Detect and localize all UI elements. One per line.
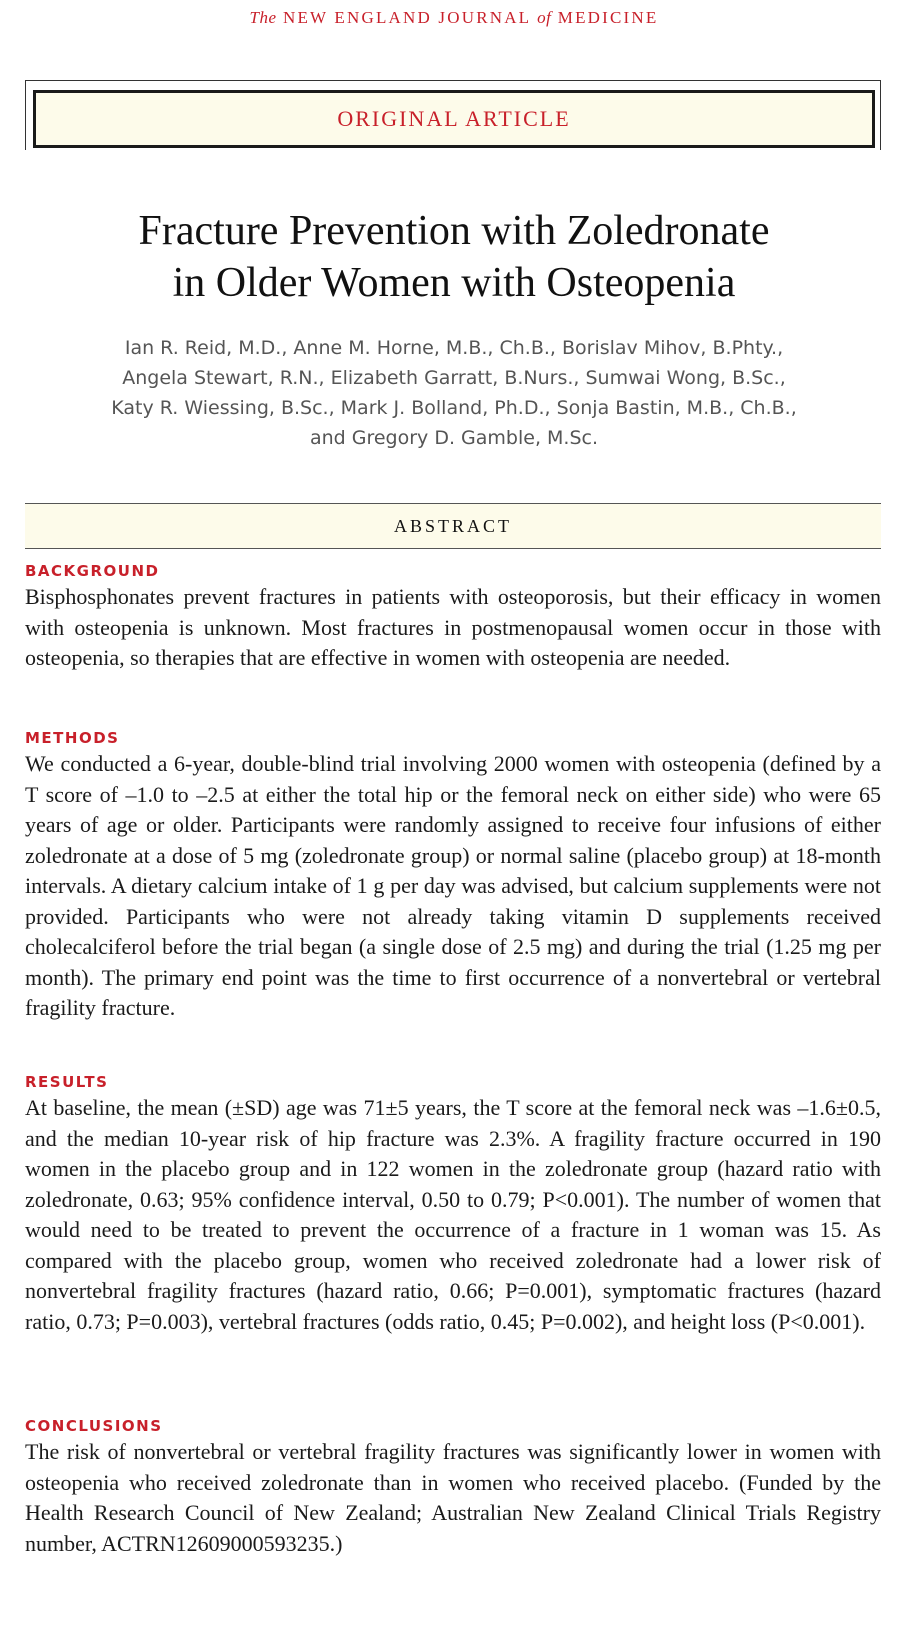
title-line-1: Fracture Prevention with Zoledronate <box>138 208 770 254</box>
article-type-banner <box>33 90 875 148</box>
author-line: and Gregory D. Gamble, M.Sc. <box>309 427 599 449</box>
section-body: The risk of nonvertebral or vertebral fragility fractures was significantly lower in women with osteopenia who received zoledronate than in women who received placebo. (Funded by the Health Research Council of New Zealand; Australian New Zealand Clinical Trials Registry number, ACTRN12609000593235.) <box>25 1439 881 1556</box>
author-line: Katy R. Wiessing, B.Sc., Mark J. Bolland, Ph.D., Sonja Bastin, M.B., Ch.B., <box>111 397 797 419</box>
section-body: Bisphosphonates prevent fractures in patients with osteoporosis, but their efficacy in women with osteopenia is unknown. Most fractures in postmenopausal women occur in those with osteopenia, so therapies that are effective in women with osteopenia are needed. <box>25 584 881 670</box>
journal-name-of: of <box>537 8 552 27</box>
abstract-header <box>25 503 881 549</box>
results-section <box>25 1071 881 1337</box>
section-body: We conducted a 6-year, double-blind trial involving 2000 women with osteopenia (defined by a T score of –1.0 to –2.5 at either the total hip or the femoral neck on either side) who were 65 years of age or older. Participants were randomly assigned to receive four infusions of either zoledronate at a dose of 5 mg (zoledronate group) or normal saline (placebo group) at 18-month intervals. A dietary calcium intake of 1 g per day was advised, but calcium supplements were not provided. Participants who were not already taking vitamin D supplements received cholecalciferol before the trial began (a single dose of 2.5 mg) and during the trial (1.25 mg per month). The primary end point was the time to first occurrence of a nonvertebral or vertebral fragility fracture. <box>25 751 881 1020</box>
section-heading: CONCLUSIONS <box>25 1417 163 1435</box>
journal-masthead <box>0 8 908 28</box>
article-type-label: ORIGINAL ARTICLE <box>337 106 571 131</box>
title-line-2: in Older Women with Osteopenia <box>172 260 736 306</box>
journal-name-part2: MEDICINE <box>557 8 659 27</box>
conclusions-section <box>25 1415 881 1559</box>
journal-name-part1: NEW ENGLAND JOURNAL <box>282 8 531 27</box>
methods-section <box>25 727 881 1024</box>
author-list <box>40 333 868 453</box>
section-heading: METHODS <box>25 729 120 747</box>
section-heading: BACKGROUND <box>25 562 160 580</box>
author-line: Ian R. Reid, M.D., Anne M. Horne, M.B., Ch.B., Borislav Mihov, B.Phty., <box>124 337 784 359</box>
author-line: Angela Stewart, R.N., Elizabeth Garratt, B.Nurs., Sumwai Wong, B.Sc., <box>122 367 786 389</box>
abstract-label: ABSTRACT <box>393 515 513 536</box>
journal-name-the: The <box>249 8 277 27</box>
section-body: At baseline, the mean (±SD) age was 71±5 years, the T score at the femoral neck was –1.6±0.5, and the median 10-year risk of hip fracture was 2.3%. A fragility fracture occurred in 190 women in the placebo group and in 122 women in the zoledronate group (hazard ratio with zoledronate, 0.63; 95% confidence interval, 0.50 to 0.79; P<0.001). The number of women that would need to be treated to prevent the occurrence of a fracture in 1 woman was 15. As compared with the placebo group, women who received zoledronate had a lower risk of nonvertebral fragility fractures (hazard ratio, 0.66; P=0.001), symptomatic fractures (hazard ratio, 0.73; P=0.003), vertebral fractures (odds ratio, 0.45; P=0.002), and height loss (P<0.001). <box>25 1095 881 1334</box>
background-section <box>25 560 881 674</box>
section-heading: RESULTS <box>25 1073 109 1091</box>
article-title <box>0 205 908 309</box>
